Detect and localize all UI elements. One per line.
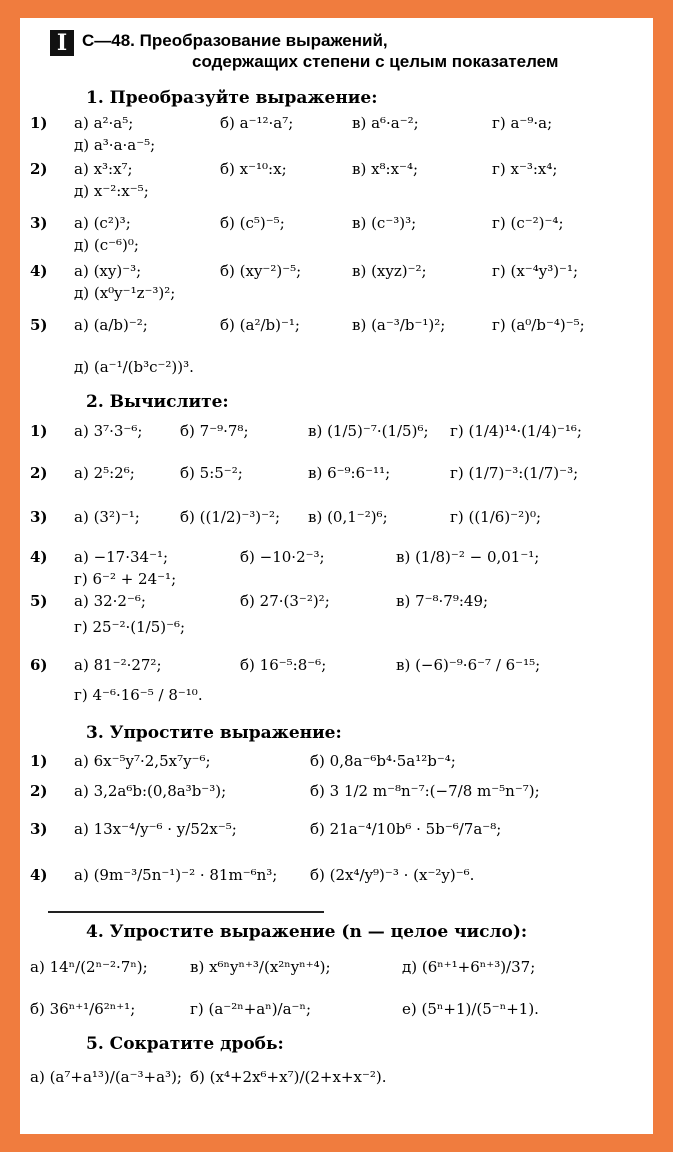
exercise-item: а) (9m⁻³/5n⁻¹)⁻² · 81m⁻⁶n³; — [74, 866, 278, 884]
exercise-item: в) a⁶·a⁻²; — [352, 114, 419, 132]
section-1-heading: 1. Преобразуйте выражение: — [86, 88, 378, 108]
row-number: 2) — [30, 464, 48, 482]
exercise-item: б) (a²/b)⁻¹; — [220, 316, 300, 334]
exercise-item: г) 6⁻² + 24⁻¹; — [74, 570, 177, 588]
exercise-item: а) a²·a⁵; — [74, 114, 134, 132]
exercise-item: б) 7⁻⁹·7⁸; — [180, 422, 249, 440]
worksheet-page — [20, 18, 653, 1134]
exercise-item: в) 6⁻⁹:6⁻¹¹; — [308, 464, 391, 482]
exercise-item: а) (3²)⁻¹; — [74, 508, 140, 526]
exercise-item: в) (1/5)⁻⁷·(1/5)⁶; — [308, 422, 429, 440]
exercise-item: в) (c⁻³)³; — [352, 214, 417, 232]
exercise-item: а) x³:x⁷; — [74, 160, 133, 178]
exercise-item: б) a⁻¹²·a⁷; — [220, 114, 294, 132]
row-number: 5) — [30, 316, 48, 334]
exercise-item: д) (a⁻¹/(b³c⁻²))³. — [74, 358, 194, 376]
exercise-item: б) 27·(3⁻²)²; — [240, 592, 330, 610]
worksheet-subtitle: содержащих степени с целым показателем — [192, 52, 559, 71]
exercise-item: б) 21a⁻⁴/10b⁶ · 5b⁻⁶/7a⁻⁸; — [310, 820, 502, 838]
row-number: 1) — [30, 752, 48, 770]
exercise-item: г) x⁻³:x⁴; — [492, 160, 558, 178]
exercise-item: г) ((1/6)⁻²)⁰; — [450, 508, 542, 526]
exercise-item: г) a⁻⁹·a; — [492, 114, 553, 132]
exercise-item: а) 14ⁿ/(2ⁿ⁻²·7ⁿ); — [30, 958, 148, 976]
exercise-item: д) (c⁻⁶)⁰; — [74, 236, 139, 254]
exercise-item: б) −10·2⁻³; — [240, 548, 325, 566]
row-number: 5) — [30, 592, 48, 610]
row-number: 1) — [30, 422, 48, 440]
exercise-item: а) (a⁷+a¹³)/(a⁻³+a³); — [30, 1068, 182, 1086]
worksheet-title — [82, 30, 388, 52]
row-number: 3) — [30, 214, 48, 232]
exercise-item: д) (x⁰y⁻¹z⁻³)²; — [74, 284, 176, 302]
row-number: 2) — [30, 160, 48, 178]
exercise-item: б) 3 1/2 m⁻⁸n⁻⁷:(−7/8 m⁻⁵n⁻⁷); — [310, 782, 540, 800]
row-number: 1) — [30, 114, 48, 132]
exercise-item: а) (a/b)⁻²; — [74, 316, 148, 334]
exercise-item: в) (a⁻³/b⁻¹)²; — [352, 316, 446, 334]
exercise-item: в) (0,1⁻²)⁶; — [308, 508, 388, 526]
row-number: 4) — [30, 866, 48, 884]
exercise-item: а) (xy)⁻³; — [74, 262, 142, 280]
exercise-item: а) 6x⁻⁵y⁷·2,5x⁷y⁻⁶; — [74, 752, 211, 770]
exercise-item: г) (a⁰/b⁻⁴)⁻⁵; — [492, 316, 585, 334]
row-number: 3) — [30, 820, 48, 838]
section-3-heading: 3. Упростите выражение: — [86, 723, 342, 743]
exercise-item: г) 25⁻²·(1/5)⁻⁶; — [74, 618, 186, 636]
exercise-item: в) 7⁻⁸·7⁹:49; — [396, 592, 489, 610]
row-number: 2) — [30, 782, 48, 800]
exercise-item: г) (1/7)⁻³:(1/7)⁻³; — [450, 464, 579, 482]
exercise-item: б) (xy⁻²)⁻⁵; — [220, 262, 302, 280]
exercise-item: в) (−6)⁻⁹·6⁻⁷ / 6⁻¹⁵; — [396, 656, 541, 674]
exercise-item: а) 3⁷·3⁻⁶; — [74, 422, 143, 440]
row-number: 6) — [30, 656, 48, 674]
section-4-heading: 4. Упростите выражение (n — целое число): — [86, 922, 528, 942]
exercise-item: а) (c²)³; — [74, 214, 131, 232]
exercise-item: б) 16⁻⁵:8⁻⁶; — [240, 656, 327, 674]
exercise-item: г) (c⁻²)⁻⁴; — [492, 214, 564, 232]
row-number: 4) — [30, 548, 48, 566]
exercise-item: б) ((1/2)⁻³)⁻²; — [180, 508, 281, 526]
exercise-item: в) x⁶ⁿyⁿ⁺³/(x²ⁿyⁿ⁺⁴); — [190, 958, 331, 976]
exercise-item: б) (x⁴+2x⁶+x⁷)/(2+x+x⁻²). — [190, 1068, 387, 1086]
exercise-item: а) −17·34⁻¹; — [74, 548, 169, 566]
exercise-item: г) (x⁻⁴y³)⁻¹; — [492, 262, 579, 280]
worksheet-title-text: Преобразование выражений, — [139, 31, 388, 50]
exercise-item: а) 13x⁻⁴/y⁻⁶ · y/52x⁻⁵; — [74, 820, 237, 838]
row-number: 4) — [30, 262, 48, 280]
exercise-item: б) 5:5⁻²; — [180, 464, 243, 482]
exercise-item: а) 2⁵:2⁶; — [74, 464, 135, 482]
exercise-item: в) (xyz)⁻²; — [352, 262, 427, 280]
exercise-item: е) (5ⁿ+1)/(5⁻ⁿ+1). — [402, 1000, 539, 1018]
section-5-heading: 5. Сократите дробь: — [86, 1034, 284, 1054]
exercise-item: д) a³·a·a⁻⁵; — [74, 136, 156, 154]
exercise-item: г) (1/4)¹⁴·(1/4)⁻¹⁶; — [450, 422, 582, 440]
divider-line — [48, 911, 324, 913]
exercise-item: в) x⁸:x⁻⁴; — [352, 160, 419, 178]
exercise-item: б) x⁻¹⁰:x; — [220, 160, 287, 178]
exercise-item: а) 32·2⁻⁶; — [74, 592, 146, 610]
row-number: 3) — [30, 508, 48, 526]
exercise-item: д) x⁻²:x⁻⁵; — [74, 182, 149, 200]
exercise-item: б) 36ⁿ⁺¹/6²ⁿ⁺¹; — [30, 1000, 136, 1018]
variant-badge: I — [50, 30, 74, 56]
exercise-item: г) 4⁻⁶·16⁻⁵ / 8⁻¹⁰. — [74, 686, 203, 704]
exercise-item: а) 3,2a⁶b:(0,8a³b⁻³); — [74, 782, 227, 800]
exercise-item: в) (1/8)⁻² − 0,01⁻¹; — [396, 548, 540, 566]
exercise-item: б) (2x⁴/y⁹)⁻³ · (x⁻²y)⁻⁶. — [310, 866, 475, 884]
exercise-item: б) 0,8a⁻⁶b⁴·5a¹²b⁻⁴; — [310, 752, 456, 770]
exercise-item: б) (c⁵)⁻⁵; — [220, 214, 285, 232]
exercise-item: а) 81⁻²·27²; — [74, 656, 162, 674]
section-2-heading: 2. Вычислите: — [86, 392, 229, 412]
worksheet-code: С—48. — [82, 31, 135, 50]
exercise-item: г) (a⁻²ⁿ+aⁿ)/a⁻ⁿ; — [190, 1000, 312, 1018]
exercise-item: д) (6ⁿ⁺¹+6ⁿ⁺³)/37; — [402, 958, 536, 976]
